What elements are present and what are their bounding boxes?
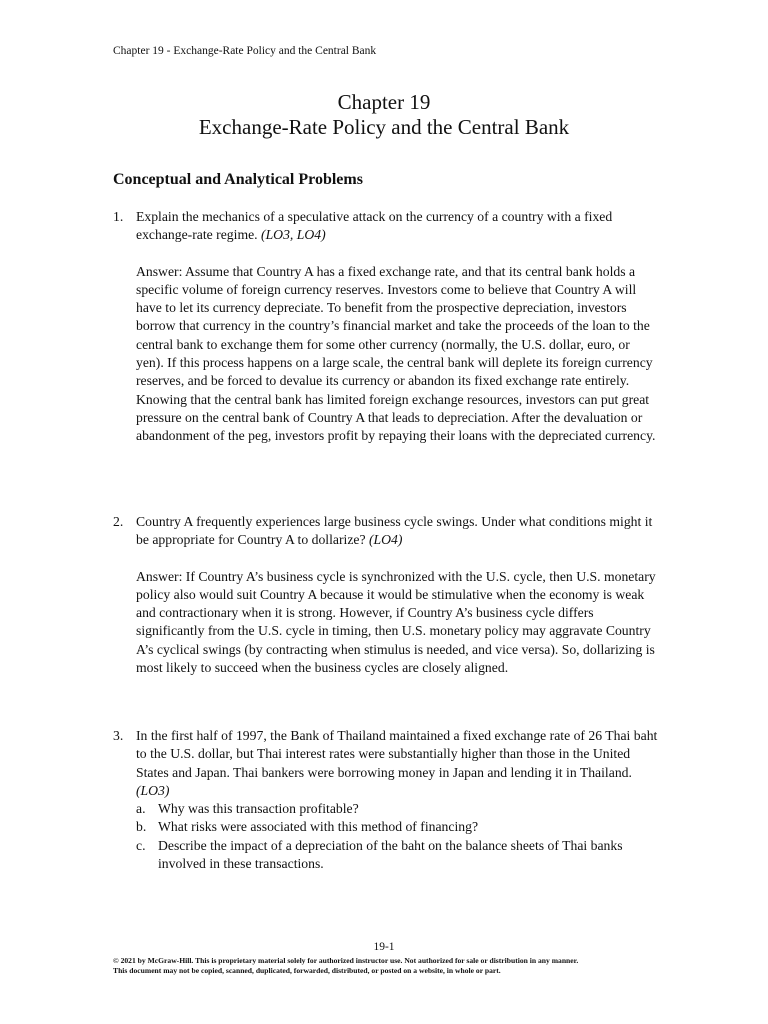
subquestion-letter: c.	[136, 837, 146, 853]
question-body: Explain the mechanics of a speculative attack on the currency of a country with a fixed exchange-rate regime.	[136, 209, 613, 243]
learning-objective: (LO3, LO4)	[261, 227, 326, 243]
running-header: Chapter 19 - Exchange-Rate Policy and the Central Bank	[113, 45, 377, 57]
answer-text: Answer: If Country A’s business cycle is synchronized with the U.S. cycle, then U.S. monetary policy also would suit Country A because it would be stimulative when the economy is weak and contractionary when it is strong. However, if Country A’s business cycle differs significantly from the U.S. cycle in timing, then U.S. monetary policy may aggravate Country A’s cyclical swings (by contracting when stimulus is needed, and vice versa). So, dollarizing is most likely to succeed when the business cycles are closely aligned.	[136, 568, 656, 676]
question-1	[113, 208, 658, 446]
question-3	[113, 727, 658, 873]
question-body: In the first half of 1997, the Bank of Thailand maintained a fixed exchange rate of 26 Thai baht to the U.S. dollar, but Thai interest rates were substantially higher than those in the United States and Japan. Thai bankers were borrowing money in Japan and lending it in Thailand.	[136, 728, 658, 780]
question-text	[136, 208, 658, 245]
subquestion-c	[136, 837, 658, 874]
subquestion-text: Why was this transaction profitable?	[158, 801, 359, 817]
learning-objective: (LO3)	[136, 782, 170, 798]
footer-line-2: This document may not be copied, scanned, duplicated, forwarded, distributed, or posted on a website, in whole or part.	[113, 966, 501, 975]
subquestion-b	[136, 818, 658, 836]
question-number: 3.	[113, 728, 124, 743]
question-2	[113, 513, 658, 677]
copyright-footer	[113, 956, 673, 976]
chapter-label: Chapter 19	[337, 90, 431, 114]
question-text	[136, 727, 658, 800]
section-heading: Conceptual and Analytical Problems	[113, 171, 363, 188]
footer-line-1: © 2021 by McGraw-Hill. This is proprietary material solely for authorized instructor use. Not authorized for sale or distribution in any manner.	[113, 956, 579, 965]
question-number: 2.	[113, 514, 124, 529]
learning-objective: (LO4)	[369, 532, 403, 548]
chapter-title-block	[0, 90, 768, 140]
question-number: 1.	[113, 209, 124, 224]
question-text	[136, 513, 658, 550]
subquestion-letter: a.	[136, 801, 146, 817]
question-body: Country A frequently experiences large business cycle swings. Under what conditions might it be appropriate for Country A to dollarize?	[136, 514, 653, 548]
subquestion-text: What risks were associated with this method of financing?	[158, 819, 479, 835]
subquestion-text: Describe the impact of a depreciation of the baht on the balance sheets of Thai banks involved in these transactions.	[158, 837, 623, 872]
chapter-title: Exchange-Rate Policy and the Central Bank	[198, 115, 570, 139]
subquestion-letter: b.	[136, 819, 147, 835]
page-number: 19-1	[373, 941, 395, 953]
answer-text: Answer: Assume that Country A has a fixed exchange rate, and that its central bank holds a specific volume of foreign currency reserves. Investors come to believe that Country A will have to let its currency depreciate. To benefit from the prospective depreciation, investors borrow that currency in the country’s financial market and take the proceeds of the loan to the central bank to exchange them for some other currency (normally, the U.S. dollar, euro, or yen). If this process happens on a large scale, the central bank will deplete its foreign currency reserves, and be forced to devalue its currency or abandon its fixed exchange rate entirely. Knowing that the central bank has limited foreign exchange resources, investors can put great pressure on the central bank of Country A that leads to depreciation. After the devaluation or abandonment of the peg, investors profit by repaying their loans with the depreciated currency.	[136, 263, 656, 444]
subquestion-a	[136, 800, 658, 818]
